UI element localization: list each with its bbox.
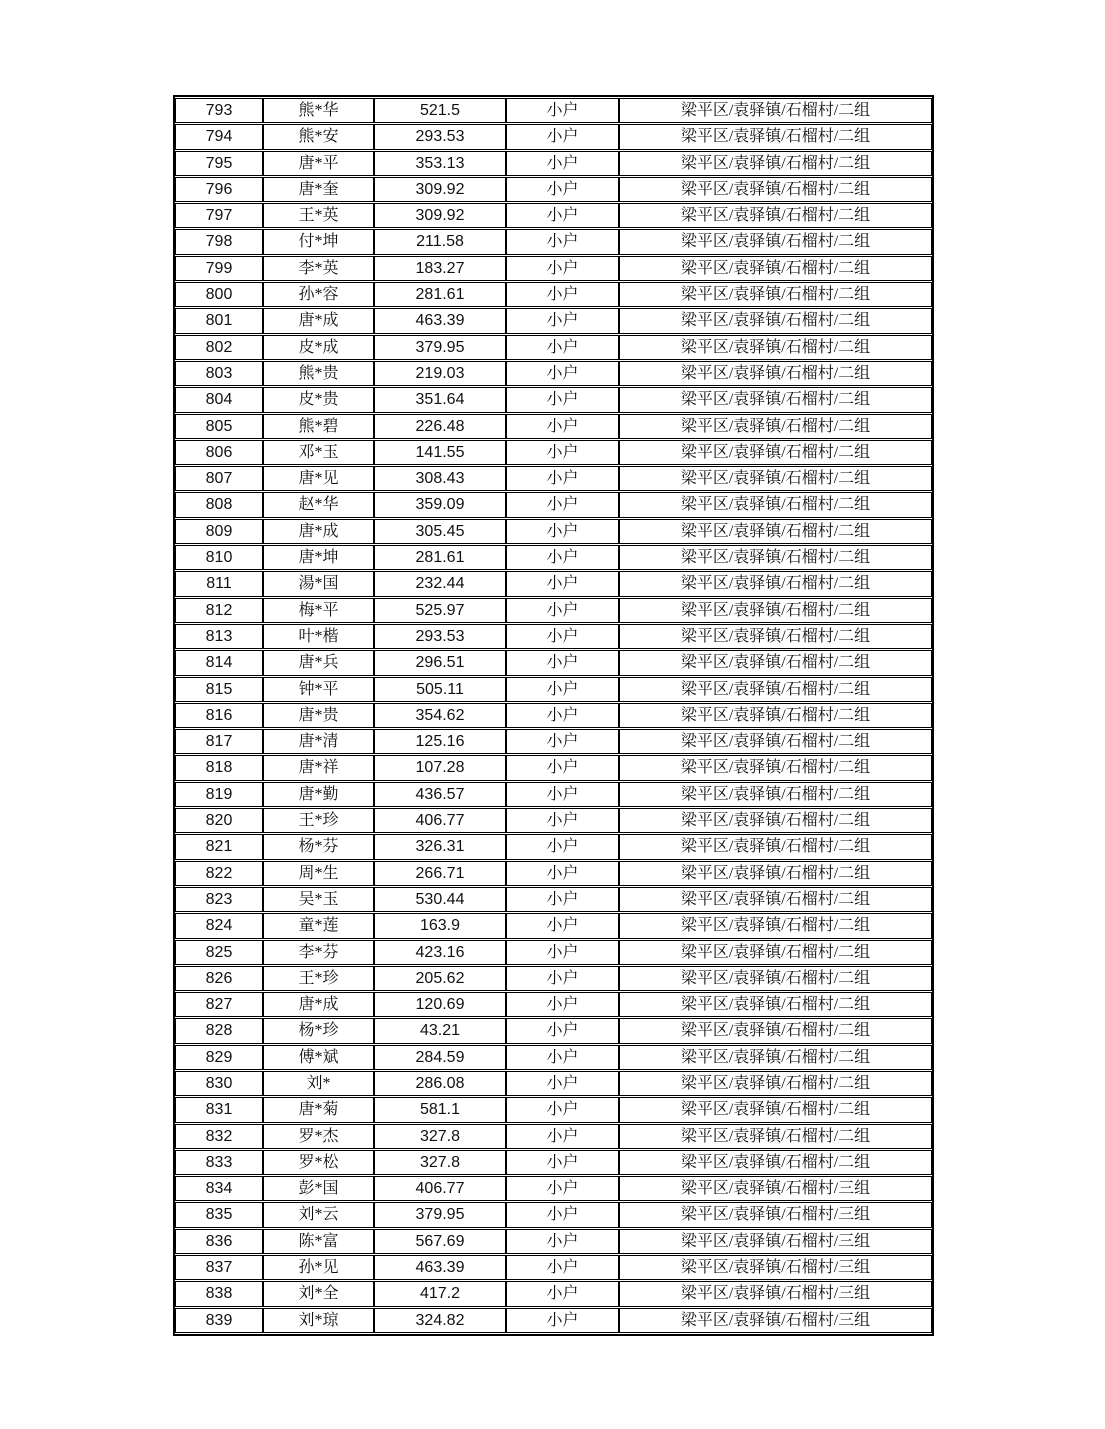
cell-location: 梁平区/袁驿镇/石榴村/二组 <box>619 677 932 702</box>
table-row <box>175 1281 932 1306</box>
cell-serial-number: 799 <box>175 256 263 281</box>
cell-masked-name: 李*芬 <box>263 940 374 965</box>
cell-category: 小户 <box>506 782 619 807</box>
cell-serial-number: 801 <box>175 308 263 333</box>
table-row <box>175 834 932 859</box>
cell-location: 梁平区/袁驿镇/石榴村/二组 <box>619 834 932 859</box>
cell-category: 小户 <box>506 440 619 465</box>
cell-location: 梁平区/袁驿镇/石榴村/二组 <box>619 414 932 439</box>
cell-amount: 417.2 <box>374 1281 506 1306</box>
cell-serial-number: 796 <box>175 177 263 202</box>
cell-amount: 525.97 <box>374 598 506 623</box>
cell-serial-number: 809 <box>175 519 263 544</box>
cell-location: 梁平区/袁驿镇/石榴村/二组 <box>619 98 932 123</box>
cell-location: 梁平区/袁驿镇/石榴村/二组 <box>619 256 932 281</box>
cell-location: 梁平区/袁驿镇/石榴村/二组 <box>619 519 932 544</box>
cell-masked-name: 皮*成 <box>263 335 374 360</box>
cell-category: 小户 <box>506 1308 619 1333</box>
cell-category: 小户 <box>506 677 619 702</box>
cell-masked-name: 皮*贵 <box>263 387 374 412</box>
cell-masked-name: 王*珍 <box>263 808 374 833</box>
cell-category: 小户 <box>506 1124 619 1149</box>
table-row <box>175 151 932 176</box>
table-row <box>175 229 932 254</box>
cell-location: 梁平区/袁驿镇/石榴村/二组 <box>619 703 932 728</box>
cell-serial-number: 835 <box>175 1202 263 1227</box>
table-row <box>175 703 932 728</box>
cell-masked-name: 唐*奎 <box>263 177 374 202</box>
cell-serial-number: 824 <box>175 913 263 938</box>
table-row <box>175 1071 932 1096</box>
cell-category: 小户 <box>506 466 619 491</box>
cell-amount: 567.69 <box>374 1229 506 1254</box>
table-row <box>175 124 932 149</box>
cell-category: 小户 <box>506 229 619 254</box>
cell-masked-name: 刘*全 <box>263 1281 374 1306</box>
cell-location: 梁平区/袁驿镇/石榴村/二组 <box>619 282 932 307</box>
cell-serial-number: 813 <box>175 624 263 649</box>
cell-amount: 327.8 <box>374 1124 506 1149</box>
table-row <box>175 545 932 570</box>
table-row <box>175 1045 932 1070</box>
table-row <box>175 677 932 702</box>
cell-amount: 293.53 <box>374 124 506 149</box>
table-body <box>175 98 932 1333</box>
cell-serial-number: 832 <box>175 1124 263 1149</box>
cell-amount: 226.48 <box>374 414 506 439</box>
cell-category: 小户 <box>506 887 619 912</box>
table-row <box>175 1150 932 1175</box>
cell-location: 梁平区/袁驿镇/石榴村/二组 <box>619 387 932 412</box>
cell-masked-name: 赵*华 <box>263 492 374 517</box>
cell-serial-number: 816 <box>175 703 263 728</box>
cell-masked-name: 傅*斌 <box>263 1045 374 1070</box>
cell-location: 梁平区/袁驿镇/石榴村/二组 <box>619 308 932 333</box>
cell-masked-name: 唐*坤 <box>263 545 374 570</box>
table-row <box>175 387 932 412</box>
cell-masked-name: 孙*见 <box>263 1255 374 1280</box>
cell-location: 梁平区/袁驿镇/石榴村/二组 <box>619 1018 932 1043</box>
cell-serial-number: 814 <box>175 650 263 675</box>
cell-amount: 211.58 <box>374 229 506 254</box>
cell-amount: 286.08 <box>374 1071 506 1096</box>
cell-serial-number: 806 <box>175 440 263 465</box>
cell-masked-name: 周*生 <box>263 861 374 886</box>
cell-amount: 436.57 <box>374 782 506 807</box>
table-row <box>175 203 932 228</box>
table-row <box>175 650 932 675</box>
cell-serial-number: 818 <box>175 755 263 780</box>
cell-masked-name: 钟*平 <box>263 677 374 702</box>
cell-category: 小户 <box>506 1150 619 1175</box>
cell-masked-name: 湯*国 <box>263 571 374 596</box>
cell-category: 小户 <box>506 703 619 728</box>
cell-amount: 354.62 <box>374 703 506 728</box>
cell-location: 梁平区/袁驿镇/石榴村/二组 <box>619 177 932 202</box>
table-row <box>175 440 932 465</box>
cell-category: 小户 <box>506 177 619 202</box>
cell-masked-name: 唐*祥 <box>263 755 374 780</box>
cell-location: 梁平区/袁驿镇/石榴村/二组 <box>619 755 932 780</box>
table-row <box>175 492 932 517</box>
table-row <box>175 282 932 307</box>
cell-serial-number: 829 <box>175 1045 263 1070</box>
cell-masked-name: 陈*富 <box>263 1229 374 1254</box>
table-row <box>175 335 932 360</box>
cell-serial-number: 827 <box>175 992 263 1017</box>
cell-category: 小户 <box>506 282 619 307</box>
cell-category: 小户 <box>506 387 619 412</box>
cell-location: 梁平区/袁驿镇/石榴村/二组 <box>619 335 932 360</box>
cell-masked-name: 童*莲 <box>263 913 374 938</box>
cell-serial-number: 794 <box>175 124 263 149</box>
table-row <box>175 729 932 754</box>
cell-category: 小户 <box>506 308 619 333</box>
table-row <box>175 913 932 938</box>
cell-masked-name: 唐*兵 <box>263 650 374 675</box>
table-row <box>175 177 932 202</box>
cell-location: 梁平区/袁驿镇/石榴村/二组 <box>619 992 932 1017</box>
table-row <box>175 940 932 965</box>
cell-location: 梁平区/袁驿镇/石榴村/二组 <box>619 913 932 938</box>
cell-location: 梁平区/袁驿镇/石榴村/二组 <box>619 887 932 912</box>
table-row <box>175 1176 932 1201</box>
cell-location: 梁平区/袁驿镇/石榴村/三组 <box>619 1281 932 1306</box>
cell-location: 梁平区/袁驿镇/石榴村/三组 <box>619 1229 932 1254</box>
cell-location: 梁平区/袁驿镇/石榴村/二组 <box>619 492 932 517</box>
cell-masked-name: 付*坤 <box>263 229 374 254</box>
cell-serial-number: 819 <box>175 782 263 807</box>
cell-amount: 406.77 <box>374 1176 506 1201</box>
cell-masked-name: 熊*贵 <box>263 361 374 386</box>
cell-amount: 521.5 <box>374 98 506 123</box>
table-row <box>175 519 932 544</box>
cell-location: 梁平区/袁驿镇/石榴村/三组 <box>619 1255 932 1280</box>
cell-masked-name: 熊*碧 <box>263 414 374 439</box>
cell-masked-name: 彭*国 <box>263 1176 374 1201</box>
cell-category: 小户 <box>506 414 619 439</box>
table-row <box>175 1018 932 1043</box>
cell-amount: 219.03 <box>374 361 506 386</box>
cell-amount: 296.51 <box>374 650 506 675</box>
household-table-grid <box>175 97 932 1334</box>
cell-serial-number: 822 <box>175 861 263 886</box>
table-row <box>175 361 932 386</box>
cell-amount: 305.45 <box>374 519 506 544</box>
cell-category: 小户 <box>506 1229 619 1254</box>
cell-amount: 120.69 <box>374 992 506 1017</box>
cell-masked-name: 王*英 <box>263 203 374 228</box>
cell-category: 小户 <box>506 1202 619 1227</box>
cell-category: 小户 <box>506 598 619 623</box>
table-row <box>175 1097 932 1122</box>
cell-location: 梁平区/袁驿镇/石榴村/二组 <box>619 966 932 991</box>
cell-amount: 309.92 <box>374 203 506 228</box>
cell-category: 小户 <box>506 1176 619 1201</box>
cell-serial-number: 811 <box>175 571 263 596</box>
cell-location: 梁平区/袁驿镇/石榴村/二组 <box>619 1045 932 1070</box>
cell-amount: 107.28 <box>374 755 506 780</box>
cell-location: 梁平区/袁驿镇/石榴村/二组 <box>619 940 932 965</box>
cell-location: 梁平区/袁驿镇/石榴村/二组 <box>619 361 932 386</box>
cell-serial-number: 828 <box>175 1018 263 1043</box>
cell-amount: 581.1 <box>374 1097 506 1122</box>
cell-serial-number: 807 <box>175 466 263 491</box>
cell-masked-name: 刘*琼 <box>263 1308 374 1333</box>
cell-masked-name: 唐*贵 <box>263 703 374 728</box>
cell-category: 小户 <box>506 808 619 833</box>
cell-amount: 505.11 <box>374 677 506 702</box>
cell-location: 梁平区/袁驿镇/石榴村/二组 <box>619 1124 932 1149</box>
cell-serial-number: 803 <box>175 361 263 386</box>
table-row <box>175 624 932 649</box>
cell-amount: 125.16 <box>374 729 506 754</box>
cell-masked-name: 罗*松 <box>263 1150 374 1175</box>
cell-amount: 281.61 <box>374 545 506 570</box>
table-row <box>175 1202 932 1227</box>
cell-serial-number: 817 <box>175 729 263 754</box>
cell-amount: 423.16 <box>374 940 506 965</box>
cell-serial-number: 812 <box>175 598 263 623</box>
cell-amount: 359.09 <box>374 492 506 517</box>
cell-masked-name: 梅*平 <box>263 598 374 623</box>
cell-masked-name: 唐*成 <box>263 992 374 1017</box>
cell-category: 小户 <box>506 624 619 649</box>
cell-masked-name: 孙*容 <box>263 282 374 307</box>
cell-amount: 327.8 <box>374 1150 506 1175</box>
cell-serial-number: 805 <box>175 414 263 439</box>
cell-amount: 205.62 <box>374 966 506 991</box>
cell-category: 小户 <box>506 335 619 360</box>
cell-location: 梁平区/袁驿镇/石榴村/二组 <box>619 124 932 149</box>
cell-serial-number: 797 <box>175 203 263 228</box>
cell-serial-number: 836 <box>175 1229 263 1254</box>
cell-amount: 281.61 <box>374 282 506 307</box>
cell-serial-number: 826 <box>175 966 263 991</box>
cell-location: 梁平区/袁驿镇/石榴村/二组 <box>619 808 932 833</box>
cell-location: 梁平区/袁驿镇/石榴村/二组 <box>619 1097 932 1122</box>
cell-serial-number: 810 <box>175 545 263 570</box>
cell-amount: 379.95 <box>374 1202 506 1227</box>
cell-location: 梁平区/袁驿镇/石榴村/三组 <box>619 1308 932 1333</box>
table-row <box>175 98 932 123</box>
cell-masked-name: 李*英 <box>263 256 374 281</box>
cell-serial-number: 839 <box>175 1308 263 1333</box>
cell-category: 小户 <box>506 361 619 386</box>
cell-amount: 379.95 <box>374 335 506 360</box>
cell-serial-number: 831 <box>175 1097 263 1122</box>
cell-amount: 232.44 <box>374 571 506 596</box>
cell-masked-name: 罗*杰 <box>263 1124 374 1149</box>
cell-category: 小户 <box>506 203 619 228</box>
cell-location: 梁平区/袁驿镇/石榴村/二组 <box>619 861 932 886</box>
table-row <box>175 1308 932 1333</box>
cell-category: 小户 <box>506 571 619 596</box>
cell-masked-name: 刘*云 <box>263 1202 374 1227</box>
table-row <box>175 308 932 333</box>
cell-masked-name: 唐*成 <box>263 308 374 333</box>
cell-category: 小户 <box>506 966 619 991</box>
cell-masked-name: 唐*平 <box>263 151 374 176</box>
cell-masked-name: 杨*芬 <box>263 834 374 859</box>
table-row <box>175 755 932 780</box>
cell-location: 梁平区/袁驿镇/石榴村/二组 <box>619 624 932 649</box>
table-row <box>175 598 932 623</box>
cell-amount: 324.82 <box>374 1308 506 1333</box>
table-row <box>175 992 932 1017</box>
cell-masked-name: 刘* <box>263 1071 374 1096</box>
cell-amount: 308.43 <box>374 466 506 491</box>
cell-location: 梁平区/袁驿镇/石榴村/二组 <box>619 1150 932 1175</box>
cell-amount: 406.77 <box>374 808 506 833</box>
cell-location: 梁平区/袁驿镇/石榴村/二组 <box>619 203 932 228</box>
table-row <box>175 256 932 281</box>
cell-serial-number: 800 <box>175 282 263 307</box>
cell-masked-name: 吴*玉 <box>263 887 374 912</box>
cell-location: 梁平区/袁驿镇/石榴村/二组 <box>619 598 932 623</box>
table-row <box>175 966 932 991</box>
cell-amount: 326.31 <box>374 834 506 859</box>
table-row <box>175 1124 932 1149</box>
cell-serial-number: 838 <box>175 1281 263 1306</box>
cell-amount: 183.27 <box>374 256 506 281</box>
table-row <box>175 466 932 491</box>
table-row <box>175 887 932 912</box>
cell-amount: 284.59 <box>374 1045 506 1070</box>
cell-amount: 163.9 <box>374 913 506 938</box>
cell-amount: 266.71 <box>374 861 506 886</box>
cell-serial-number: 808 <box>175 492 263 517</box>
cell-category: 小户 <box>506 650 619 675</box>
cell-amount: 351.64 <box>374 387 506 412</box>
cell-serial-number: 823 <box>175 887 263 912</box>
cell-category: 小户 <box>506 545 619 570</box>
cell-serial-number: 821 <box>175 834 263 859</box>
cell-serial-number: 837 <box>175 1255 263 1280</box>
cell-category: 小户 <box>506 913 619 938</box>
cell-category: 小户 <box>506 519 619 544</box>
cell-masked-name: 唐*成 <box>263 519 374 544</box>
cell-category: 小户 <box>506 992 619 1017</box>
cell-category: 小户 <box>506 151 619 176</box>
cell-location: 梁平区/袁驿镇/石榴村/二组 <box>619 729 932 754</box>
cell-serial-number: 825 <box>175 940 263 965</box>
cell-location: 梁平区/袁驿镇/石榴村/三组 <box>619 1176 932 1201</box>
cell-category: 小户 <box>506 256 619 281</box>
cell-serial-number: 804 <box>175 387 263 412</box>
cell-masked-name: 熊*安 <box>263 124 374 149</box>
cell-location: 梁平区/袁驿镇/石榴村/三组 <box>619 1202 932 1227</box>
cell-category: 小户 <box>506 861 619 886</box>
cell-category: 小户 <box>506 1045 619 1070</box>
cell-category: 小户 <box>506 1071 619 1096</box>
cell-amount: 43.21 <box>374 1018 506 1043</box>
cell-serial-number: 815 <box>175 677 263 702</box>
cell-serial-number: 793 <box>175 98 263 123</box>
cell-category: 小户 <box>506 1255 619 1280</box>
cell-amount: 463.39 <box>374 1255 506 1280</box>
cell-location: 梁平区/袁驿镇/石榴村/二组 <box>619 545 932 570</box>
cell-amount: 463.39 <box>374 308 506 333</box>
cell-category: 小户 <box>506 1097 619 1122</box>
cell-amount: 141.55 <box>374 440 506 465</box>
cell-category: 小户 <box>506 729 619 754</box>
cell-category: 小户 <box>506 834 619 859</box>
table-row <box>175 1229 932 1254</box>
cell-location: 梁平区/袁驿镇/石榴村/二组 <box>619 650 932 675</box>
cell-masked-name: 唐*菊 <box>263 1097 374 1122</box>
cell-location: 梁平区/袁驿镇/石榴村/二组 <box>619 151 932 176</box>
cell-masked-name: 熊*华 <box>263 98 374 123</box>
cell-location: 梁平区/袁驿镇/石榴村/二组 <box>619 440 932 465</box>
cell-amount: 309.92 <box>374 177 506 202</box>
cell-category: 小户 <box>506 1018 619 1043</box>
cell-serial-number: 802 <box>175 335 263 360</box>
cell-serial-number: 830 <box>175 1071 263 1096</box>
cell-amount: 353.13 <box>374 151 506 176</box>
cell-serial-number: 795 <box>175 151 263 176</box>
cell-location: 梁平区/袁驿镇/石榴村/二组 <box>619 229 932 254</box>
cell-masked-name: 唐*见 <box>263 466 374 491</box>
cell-serial-number: 834 <box>175 1176 263 1201</box>
table-row <box>175 1255 932 1280</box>
cell-category: 小户 <box>506 940 619 965</box>
cell-serial-number: 820 <box>175 808 263 833</box>
cell-amount: 293.53 <box>374 624 506 649</box>
table-row <box>175 861 932 886</box>
table-row <box>175 414 932 439</box>
cell-serial-number: 833 <box>175 1150 263 1175</box>
cell-masked-name: 唐*清 <box>263 729 374 754</box>
cell-masked-name: 王*珍 <box>263 966 374 991</box>
cell-masked-name: 邓*玉 <box>263 440 374 465</box>
household-table <box>173 95 934 1336</box>
cell-location: 梁平区/袁驿镇/石榴村/二组 <box>619 571 932 596</box>
cell-serial-number: 798 <box>175 229 263 254</box>
cell-amount: 530.44 <box>374 887 506 912</box>
cell-masked-name: 杨*珍 <box>263 1018 374 1043</box>
cell-masked-name: 叶*楷 <box>263 624 374 649</box>
cell-location: 梁平区/袁驿镇/石榴村/二组 <box>619 466 932 491</box>
table-row <box>175 782 932 807</box>
table-row <box>175 571 932 596</box>
cell-masked-name: 唐*勤 <box>263 782 374 807</box>
cell-location: 梁平区/袁驿镇/石榴村/二组 <box>619 782 932 807</box>
cell-category: 小户 <box>506 1281 619 1306</box>
cell-category: 小户 <box>506 98 619 123</box>
cell-location: 梁平区/袁驿镇/石榴村/二组 <box>619 1071 932 1096</box>
cell-category: 小户 <box>506 124 619 149</box>
cell-category: 小户 <box>506 492 619 517</box>
table-row <box>175 808 932 833</box>
cell-category: 小户 <box>506 755 619 780</box>
